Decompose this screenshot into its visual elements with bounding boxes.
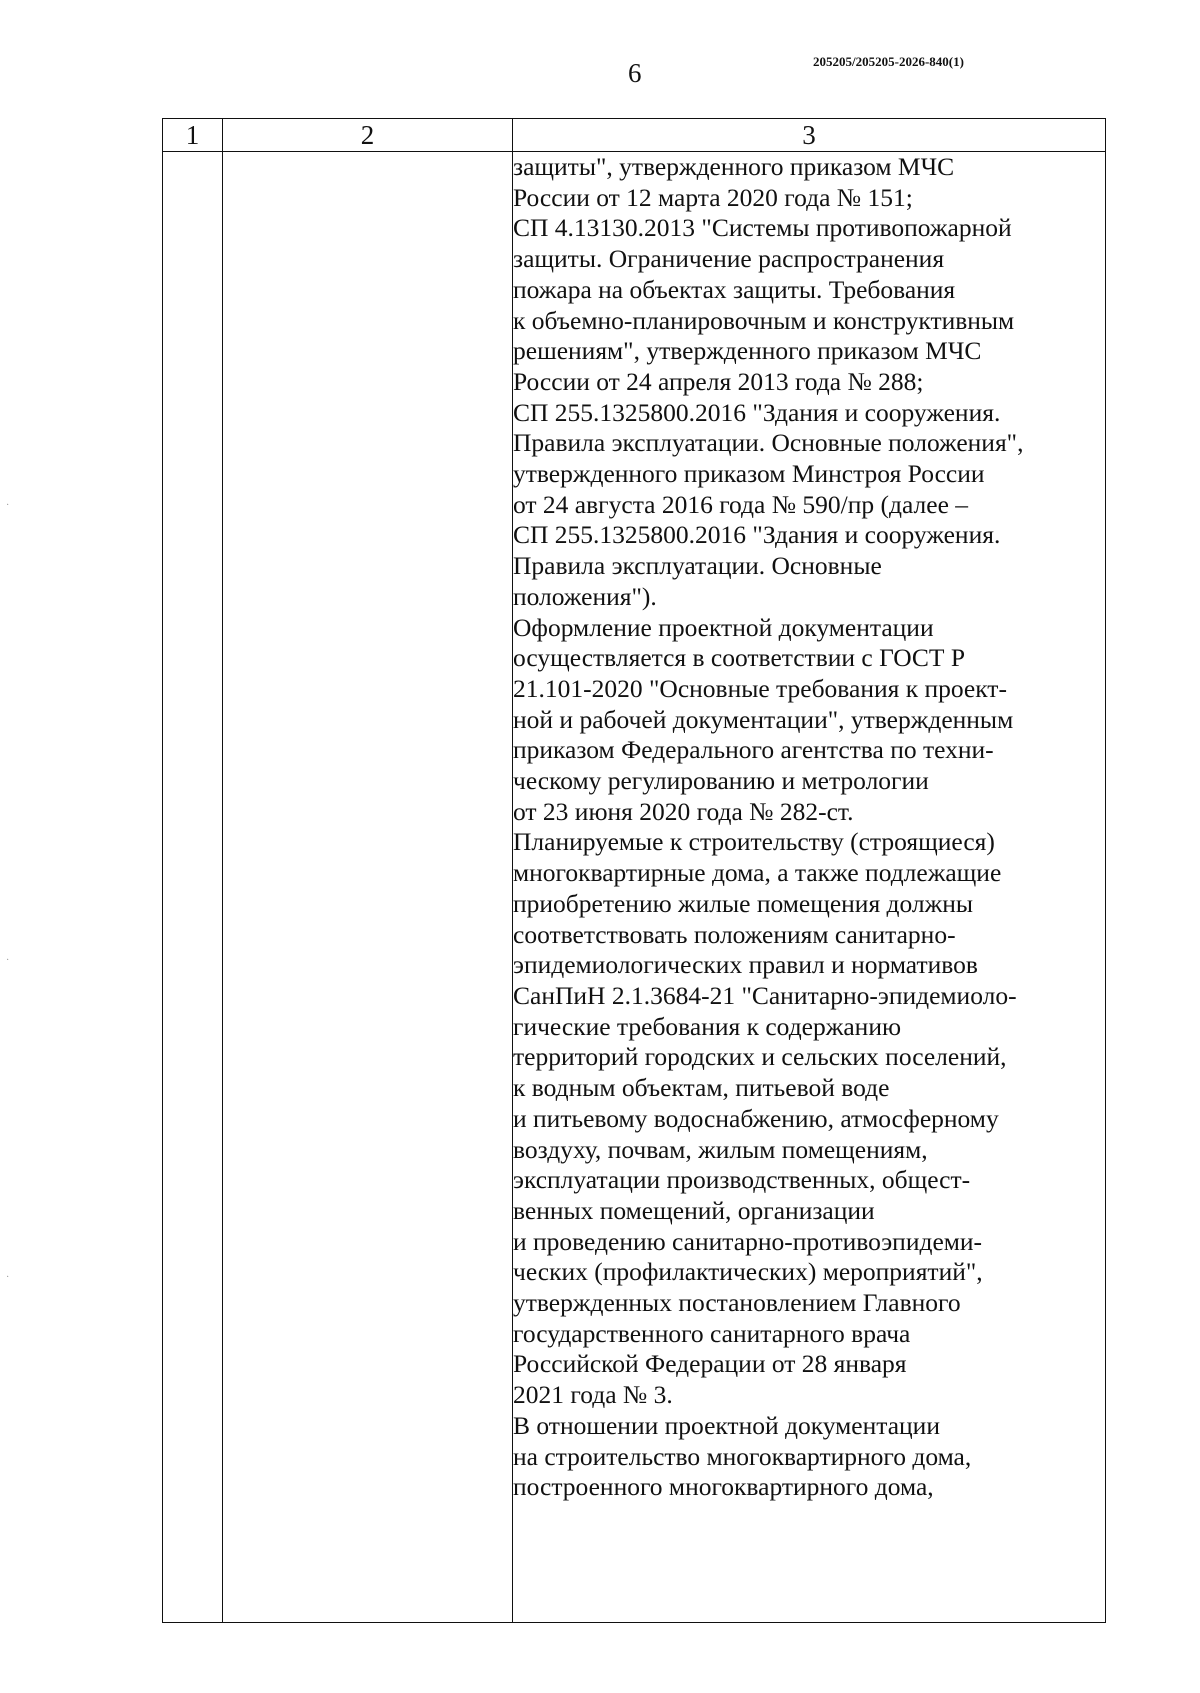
text-line: от 24 августа 2016 года № 590/пр (далее – (513, 489, 969, 519)
text-line: гические требования к содержанию (513, 1011, 902, 1041)
scan-artifact-mark: · (6, 1272, 10, 1283)
text-line: эпидемиологических правил и нормативов (513, 950, 978, 980)
text-line: 21.101-2020 "Основные требования к проект- (513, 673, 1007, 703)
text-line: воздуху, почвам, жилым помещениям, (513, 1134, 928, 1164)
table-row (163, 152, 1106, 1623)
text-line: и питьевому водоснабжению, атмосферному (513, 1103, 999, 1133)
text-line: приобретению жилые помещения должны (513, 888, 974, 918)
text-line: защиты. Ограничение распространения (513, 244, 945, 274)
column-header-1: 1 (163, 119, 223, 152)
text-line: соответствовать положениям санитарно- (513, 919, 956, 949)
cell-text-block (513, 152, 1105, 1503)
table-cell-col3 (513, 152, 1106, 1623)
text-line: положения"). (513, 581, 657, 611)
text-line: эксплуатации производственных, общест- (513, 1165, 971, 1195)
text-line: утвержденных постановлением Главного (513, 1288, 961, 1318)
text-line: осуществляется в соответствии с ГОСТ Р (513, 643, 966, 673)
text-line: приказом Федерального агентства по техни- (513, 735, 994, 765)
text-line: СанПиН 2.1.3684-21 "Санитарно-эпидемиоло- (513, 980, 1017, 1010)
text-line: ной и рабочей документации", утвержденным (513, 704, 1014, 734)
text-line: ческому регулированию и метрологии (513, 766, 929, 796)
text-line: к объемно-планировочным и конструктивным (513, 305, 1015, 335)
document-id: 205205/205205-2026-840(1) (813, 54, 964, 69)
document-table (162, 118, 1106, 1623)
text-line: России от 12 марта 2020 года № 151; (513, 182, 913, 212)
text-line: многоквартирные дома, а также подлежащие (513, 858, 1002, 888)
text-line: СП 255.1325800.2016 "Здания и сооружения. (513, 397, 1001, 427)
text-line: 2021 года № 3. (513, 1380, 673, 1410)
text-line: построенного многоквартирного дома, (513, 1472, 934, 1502)
column-header-3: 3 (513, 119, 1106, 152)
text-line: Российской Федерации от 28 января (513, 1349, 907, 1379)
table-cell-col1 (163, 152, 223, 1623)
text-line: к водным объектам, питьевой воде (513, 1073, 890, 1103)
table-cell-col2 (223, 152, 513, 1623)
text-line: ческих (профилактических) мероприятий", (513, 1257, 983, 1287)
text-line: от 23 июня 2020 года № 282-ст. (513, 796, 854, 826)
scan-artifact-mark: · (6, 500, 10, 511)
text-line: Правила эксплуатации. Основные положения", (513, 428, 1024, 458)
column-header-2: 2 (223, 119, 513, 152)
scan-artifact-mark: · (6, 955, 10, 966)
text-line: территорий городских и сельских поселений, (513, 1042, 1007, 1072)
text-line: Правила эксплуатации. Основные (513, 551, 882, 581)
text-line: государственного санитарного врача (513, 1318, 911, 1348)
text-line: утвержденного приказом Минстроя России (513, 459, 985, 489)
text-line: и проведению санитарно-противоэпидеми- (513, 1226, 983, 1256)
text-line: СП 4.13130.2013 "Системы противопожарной (513, 213, 1012, 243)
text-line: решениям", утвержденного приказом МЧС (513, 336, 982, 366)
text-line: Планируемые к строительству (строящиеся) (513, 827, 995, 857)
text-line: России от 24 апреля 2013 года № 288; (513, 366, 924, 396)
table-header-row (163, 119, 1106, 152)
text-line: на строительство многоквартирного дома, (513, 1441, 972, 1471)
text-line: пожара на объектах защиты. Требования (513, 274, 956, 304)
text-line: защиты", утвержденного приказом МЧС (513, 152, 955, 181)
text-line: Оформление проектной документации (513, 612, 934, 642)
text-line: СП 255.1325800.2016 "Здания и сооружения. (513, 520, 1001, 550)
text-line: венных помещений, организации (513, 1195, 875, 1225)
page-number: 6 (628, 58, 642, 88)
text-line: В отношении проектной документации (513, 1410, 940, 1440)
